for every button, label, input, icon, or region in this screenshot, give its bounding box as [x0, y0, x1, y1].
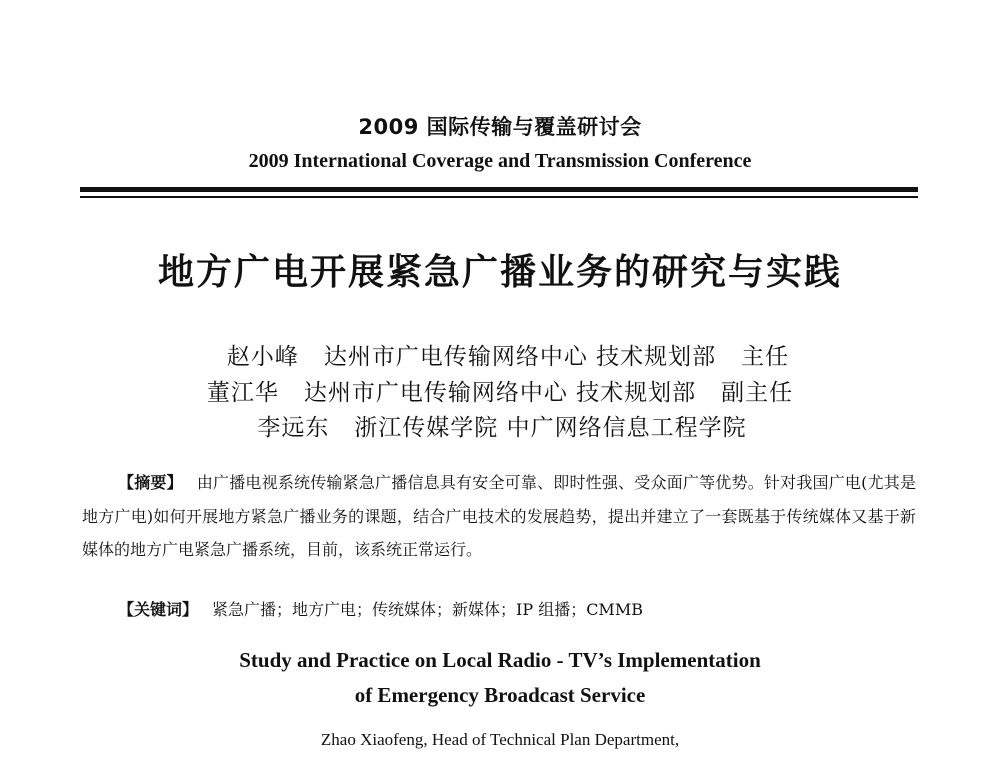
- author-line-2: 董江华 达州市广电传输网络中心 技术规划部 副主任: [206, 380, 794, 406]
- author-en-line: Zhao Xiaofeng, Head of Technical Plan Department,: [320, 730, 680, 749]
- abstract-paragraph: [82, 466, 916, 567]
- conference-name-en: 2009 International Coverage and Transmission Conference: [248, 150, 752, 172]
- author-line-3: 李远东 浙江传媒学院 中广网络信息工程学院: [257, 415, 747, 441]
- author-line-1: 赵小峰 达州市广电传输网络中心 技术规划部 主任: [226, 344, 790, 370]
- keywords-text: 紧急广播；地方广电；传统媒体；新媒体；IP 组播；CMMB: [212, 600, 643, 619]
- conference-name-cn: 2009 国际传输与覆盖研讨会: [358, 115, 642, 139]
- paper-title-en-line-1: Study and Practice on Local Radio - TV’s Implementation: [239, 648, 761, 672]
- abstract-label: 【摘要】: [118, 473, 183, 492]
- header-rule-thin: [80, 196, 918, 198]
- keywords-label: 【关键词】: [118, 600, 199, 619]
- header-rule-thick: [80, 187, 918, 192]
- abstract-text: 由广播电视系统传输紧急广播信息具有安全可靠、即时性强、受众面广等优势。针对我国广电(尤其是地方广电)如何开展地方紧急广播业务的课题，结合广电技术的发展趋势，提出并建立了一套既基于传统媒体又基于新媒体的地方广电紧急广播系统，目前，该系统正常运行。: [82, 473, 916, 559]
- keywords-line: [118, 598, 918, 622]
- paper-title-cn: 地方广电开展紧急广播业务的研究与实践: [157, 252, 842, 293]
- paper-title-en-line-2: of Emergency Broadcast Service: [354, 683, 646, 707]
- paper-title-en: [0, 643, 1000, 713]
